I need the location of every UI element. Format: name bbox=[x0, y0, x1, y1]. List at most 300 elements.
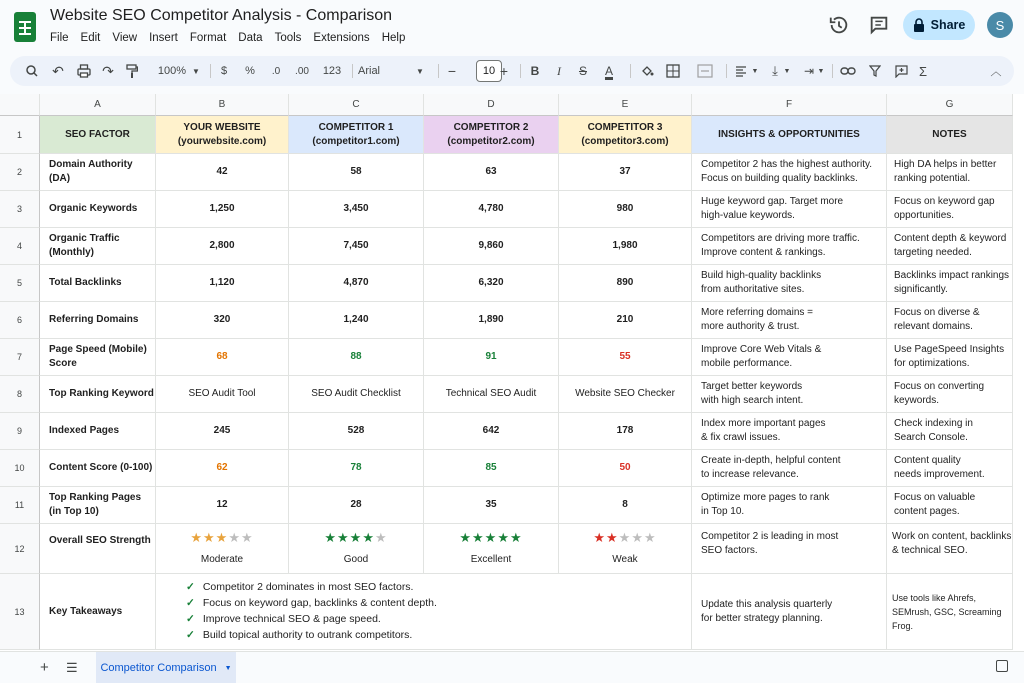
value-text: 9,860 bbox=[478, 240, 504, 251]
value-cell[interactable] bbox=[156, 339, 289, 376]
column-header-g[interactable]: G bbox=[887, 94, 1013, 116]
insight-line: more authority & trust. bbox=[701, 321, 800, 332]
menu-help[interactable]: Help bbox=[381, 32, 406, 44]
insight-line: with high search intent. bbox=[701, 395, 804, 406]
value-text: 4,870 bbox=[343, 277, 369, 288]
insight-cell[interactable] bbox=[692, 228, 887, 265]
star-rating bbox=[459, 531, 522, 545]
notes-cell[interactable] bbox=[887, 376, 1013, 413]
value-text: 50 bbox=[619, 462, 631, 473]
value-text: 642 bbox=[482, 425, 500, 436]
check-icon: ✓ bbox=[186, 581, 195, 593]
value-cell[interactable] bbox=[289, 487, 424, 524]
value-text: 37 bbox=[619, 166, 631, 177]
chevron-up-icon[interactable]: ︿ bbox=[990, 66, 1002, 78]
insight-line: Improve Core Web Vitals & bbox=[701, 344, 822, 355]
row-header-4[interactable]: 4 bbox=[0, 228, 40, 265]
notes-line: Use tools like Ahrefs, bbox=[892, 592, 977, 603]
value-cell[interactable] bbox=[289, 191, 424, 228]
seo-factor-label: Indexed Pages bbox=[49, 425, 120, 436]
row-header-1[interactable]: 1 bbox=[0, 116, 40, 154]
seo-factor-cell[interactable] bbox=[40, 339, 156, 376]
header-line: (competitor2.com) bbox=[447, 135, 535, 147]
star-rating bbox=[324, 531, 387, 545]
notes-cell[interactable] bbox=[887, 487, 1013, 524]
value-cell[interactable] bbox=[289, 413, 424, 450]
insight-line: Huge keyword gap. Target more bbox=[701, 196, 844, 207]
value-cell[interactable] bbox=[156, 228, 289, 265]
seo-factor-cell[interactable] bbox=[40, 265, 156, 302]
strength-rating-cell[interactable] bbox=[156, 524, 289, 574]
increase-decimal-button[interactable]: .00 bbox=[295, 65, 309, 77]
row-header-12[interactable]: 12 bbox=[0, 524, 40, 574]
text-wrapping-icon[interactable]: ⇥ bbox=[803, 64, 815, 78]
value-text: 55 bbox=[619, 351, 631, 362]
value-text: 28 bbox=[350, 499, 362, 510]
menu-edit[interactable]: Edit bbox=[80, 32, 101, 44]
header-label: NOTES bbox=[932, 128, 967, 140]
star-icon: ★ bbox=[497, 529, 510, 545]
insight-line: Optimize more pages to rank bbox=[701, 492, 830, 503]
seo-factor-label: Organic Keywords bbox=[49, 203, 138, 214]
column-header-e[interactable]: E bbox=[559, 94, 692, 116]
notes-cell[interactable] bbox=[887, 154, 1013, 191]
strength-label: Weak bbox=[612, 553, 638, 565]
header-cell-b[interactable] bbox=[156, 116, 289, 154]
notes-line: Backlinks impact rankings bbox=[894, 270, 1010, 281]
value-cell[interactable] bbox=[289, 376, 424, 413]
sheets-logo-icon[interactable] bbox=[14, 12, 36, 42]
notes-line: Focus on valuable bbox=[894, 492, 976, 503]
notes-cell[interactable] bbox=[887, 302, 1013, 339]
value-text: 1,980 bbox=[612, 240, 638, 251]
header-line: COMPETITOR 3 bbox=[587, 121, 663, 133]
value-cell[interactable] bbox=[424, 265, 559, 302]
insight-line: Update this analysis quarterly bbox=[701, 598, 833, 610]
paint-format-icon[interactable] bbox=[124, 56, 140, 86]
takeaway-item bbox=[186, 581, 413, 594]
insight-line: Competitor 2 is leading in most bbox=[701, 531, 839, 542]
column-header-a[interactable]: A bbox=[40, 94, 156, 116]
value-cell[interactable] bbox=[559, 339, 692, 376]
value-text: 85 bbox=[485, 462, 497, 473]
insight-cell[interactable] bbox=[692, 339, 887, 376]
value-cell[interactable] bbox=[424, 376, 559, 413]
sheet-tab-competitor-comparison[interactable] bbox=[96, 652, 236, 683]
insight-cell[interactable] bbox=[692, 574, 887, 650]
value-cell[interactable] bbox=[559, 376, 692, 413]
value-text: 2,800 bbox=[209, 240, 235, 251]
insight-line: Competitor 2 has the highest authority. bbox=[701, 159, 873, 170]
notes-line: Work on content, backlinks bbox=[892, 531, 1012, 542]
title-bar bbox=[0, 0, 1024, 52]
insight-line: in Top 10. bbox=[701, 506, 745, 517]
star-icon: ★ bbox=[593, 529, 607, 545]
decrease-decimal-button[interactable]: .0 bbox=[271, 65, 281, 77]
horizontal-align-icon[interactable] bbox=[732, 56, 750, 86]
star-rating bbox=[593, 531, 656, 545]
strength-label: Excellent bbox=[470, 553, 512, 565]
star-icon: ★ bbox=[472, 529, 485, 545]
value-cell[interactable] bbox=[424, 191, 559, 228]
font-size-increase-button[interactable]: + bbox=[499, 63, 509, 79]
merge-cells-icon[interactable] bbox=[690, 56, 720, 86]
notes-cell[interactable] bbox=[887, 524, 1013, 574]
column-header-b[interactable]: B bbox=[156, 94, 289, 116]
strength-label: Good bbox=[343, 553, 369, 565]
insight-cell[interactable] bbox=[692, 265, 887, 302]
takeaway-text: Improve technical SEO & page speed. bbox=[202, 613, 381, 625]
value-text: 178 bbox=[616, 425, 634, 436]
chevron-down-icon[interactable]: ▼ bbox=[224, 664, 232, 672]
row-header-8[interactable]: 8 bbox=[0, 376, 40, 413]
seo-factor-cell[interactable] bbox=[40, 524, 156, 574]
header-line: (competitor1.com) bbox=[312, 135, 400, 147]
insert-comment-icon[interactable] bbox=[892, 56, 910, 86]
star-icon: ★ bbox=[190, 529, 204, 545]
header-cell-d[interactable] bbox=[424, 116, 559, 154]
seo-factor-cell[interactable] bbox=[40, 376, 156, 413]
value-text: 3,450 bbox=[343, 203, 369, 214]
value-text: 1,240 bbox=[343, 314, 369, 325]
value-text: 890 bbox=[616, 277, 634, 288]
value-text: 91 bbox=[485, 351, 497, 362]
star-icon: ★ bbox=[509, 529, 523, 545]
chevron-down-icon[interactable]: ▼ bbox=[783, 67, 791, 75]
takeaway-text: Competitor 2 dominates in most SEO factors. bbox=[202, 581, 414, 593]
insight-line: to increase relevance. bbox=[701, 469, 799, 480]
value-text: SEO Audit Tool bbox=[188, 388, 256, 399]
value-text: Website SEO Checker bbox=[575, 388, 675, 399]
value-text: 4,780 bbox=[478, 203, 504, 214]
star-icon: ★ bbox=[362, 529, 375, 545]
row-header-2[interactable]: 2 bbox=[0, 154, 40, 191]
fill-color-icon[interactable] bbox=[638, 56, 656, 86]
value-text: 528 bbox=[347, 425, 365, 436]
italic-button[interactable]: I bbox=[557, 63, 561, 78]
star-icon: ★ bbox=[459, 529, 473, 545]
notes-line: Focus on keyword gap bbox=[894, 196, 995, 207]
chevron-down-icon[interactable]: ▼ bbox=[416, 66, 424, 76]
check-icon: ✓ bbox=[186, 629, 195, 641]
seo-factor-label: Referring Domains bbox=[49, 314, 139, 325]
star-icon: ★ bbox=[606, 529, 619, 545]
row-header-13[interactable]: 13 bbox=[0, 574, 40, 650]
column-header-d[interactable]: D bbox=[424, 94, 559, 116]
seo-factor-label: Domain Authority (DA) bbox=[49, 159, 133, 184]
row-header-7[interactable]: 7 bbox=[0, 339, 40, 376]
undo-icon[interactable]: ↶ bbox=[52, 62, 64, 79]
insight-cell[interactable] bbox=[692, 524, 887, 574]
toolbar bbox=[10, 56, 1014, 86]
strikethrough-button[interactable]: S bbox=[578, 64, 587, 78]
takeaway-item bbox=[186, 629, 412, 642]
takeaway-text: Focus on keyword gap, backlinks & content depth. bbox=[202, 597, 437, 609]
value-text: 42 bbox=[216, 166, 228, 177]
header-cell-f[interactable] bbox=[692, 116, 887, 154]
currency-format-button[interactable]: $ bbox=[220, 65, 228, 77]
notes-line: Content depth & keyword bbox=[894, 233, 1007, 244]
value-cell[interactable] bbox=[424, 487, 559, 524]
value-cell[interactable] bbox=[424, 228, 559, 265]
value-cell[interactable] bbox=[156, 265, 289, 302]
notes-line: SEMrush, GSC, Screaming Frog. bbox=[892, 606, 1002, 631]
header-cell-g[interactable] bbox=[887, 116, 1013, 154]
notes-cell[interactable] bbox=[887, 265, 1013, 302]
explore-icon[interactable] bbox=[996, 660, 1008, 672]
notes-line: Use PageSpeed Insights bbox=[894, 344, 1005, 355]
font-size-decrease-button[interactable]: − bbox=[447, 63, 457, 79]
star-rating bbox=[190, 531, 253, 545]
seo-factor-label: Key Takeaways bbox=[49, 605, 123, 617]
star-icon: ★ bbox=[228, 529, 241, 545]
spreadsheet-grid[interactable] bbox=[0, 94, 1024, 651]
value-cell[interactable] bbox=[289, 339, 424, 376]
value-cell[interactable] bbox=[289, 450, 424, 487]
insight-cell[interactable] bbox=[692, 450, 887, 487]
value-text: 1,250 bbox=[209, 203, 235, 214]
seo-factor-label: Overall SEO Strength bbox=[49, 535, 151, 546]
menu-bar bbox=[44, 30, 411, 46]
menu-view[interactable]: View bbox=[112, 32, 138, 44]
takeaway-item bbox=[186, 613, 381, 626]
notes-line: Focus on diverse & bbox=[894, 307, 980, 318]
insight-line: Index more important pages bbox=[701, 418, 826, 429]
seo-factor-label: Top Ranking Keyword bbox=[49, 388, 154, 399]
notes-cell[interactable] bbox=[887, 191, 1013, 228]
value-cell[interactable] bbox=[424, 413, 559, 450]
avatar[interactable]: S bbox=[987, 12, 1013, 38]
notes-line: Content quality bbox=[894, 455, 961, 466]
value-cell[interactable] bbox=[289, 154, 424, 191]
takeaway-text: Build topical authority to outrank competitors. bbox=[202, 629, 413, 641]
notes-line: significantly. bbox=[894, 284, 948, 295]
insert-link-icon[interactable] bbox=[838, 56, 858, 86]
insight-cell[interactable] bbox=[692, 302, 887, 339]
notes-line: High DA helps in better bbox=[894, 159, 997, 170]
value-text: 320 bbox=[213, 314, 231, 325]
row-header-11[interactable]: 11 bbox=[0, 487, 40, 524]
value-text: 58 bbox=[350, 166, 362, 177]
column-header-f[interactable]: F bbox=[692, 94, 887, 116]
value-text: 8 bbox=[622, 499, 628, 510]
value-cell[interactable] bbox=[156, 302, 289, 339]
key-takeaways-cell[interactable] bbox=[156, 574, 692, 650]
header-line: COMPETITOR 2 bbox=[453, 121, 529, 133]
menu-tools[interactable]: Tools bbox=[274, 32, 302, 44]
notes-line: Search Console. bbox=[894, 432, 968, 443]
value-cell[interactable] bbox=[156, 376, 289, 413]
value-text: Technical SEO Audit bbox=[445, 388, 537, 399]
value-cell[interactable] bbox=[156, 413, 289, 450]
star-icon: ★ bbox=[618, 529, 632, 545]
notes-line: needs improvement. bbox=[894, 469, 985, 480]
value-text: 1,120 bbox=[209, 277, 235, 288]
insight-cell[interactable] bbox=[692, 154, 887, 191]
value-text: 210 bbox=[616, 314, 634, 325]
insight-cell[interactable] bbox=[692, 487, 887, 524]
seo-factor-label: Page Speed (Mobile) bbox=[49, 344, 147, 355]
insight-line: Competitors are driving more traffic. bbox=[701, 233, 860, 244]
notes-line: for optimizations. bbox=[894, 358, 970, 369]
seo-factor-cell[interactable] bbox=[40, 450, 156, 487]
share-label: Share bbox=[930, 18, 966, 32]
star-icon: ★ bbox=[324, 529, 338, 545]
seo-factor-label: Total Backlinks bbox=[49, 277, 122, 288]
notes-line: Focus on converting bbox=[894, 381, 985, 392]
value-cell[interactable] bbox=[289, 302, 424, 339]
value-text: 12 bbox=[216, 499, 228, 510]
document-title[interactable]: Website SEO Competitor Analysis - Comparison bbox=[50, 7, 393, 24]
notes-cell[interactable] bbox=[887, 450, 1013, 487]
all-sheets-icon[interactable]: ☰ bbox=[66, 660, 78, 675]
row-header-10[interactable]: 10 bbox=[0, 450, 40, 487]
add-sheet-icon[interactable]: + bbox=[40, 659, 49, 676]
menu-insert[interactable]: Insert bbox=[149, 32, 178, 44]
value-text: 7,450 bbox=[343, 240, 369, 251]
version-history-icon[interactable] bbox=[828, 14, 850, 36]
value-text: 88 bbox=[350, 351, 362, 362]
value-cell[interactable] bbox=[156, 487, 289, 524]
notes-line: content pages. bbox=[894, 506, 960, 517]
insight-line: for better strategy planning. bbox=[701, 612, 823, 624]
value-cell[interactable] bbox=[559, 228, 692, 265]
value-cell[interactable] bbox=[289, 228, 424, 265]
sheet-tab-label: Competitor Comparison bbox=[100, 662, 217, 674]
value-text: 68 bbox=[216, 351, 228, 362]
row-header-5[interactable]: 5 bbox=[0, 265, 40, 302]
borders-icon[interactable] bbox=[664, 56, 682, 86]
share-button[interactable] bbox=[903, 10, 975, 40]
header-cell-a[interactable] bbox=[40, 116, 156, 154]
row-header-9[interactable]: 9 bbox=[0, 413, 40, 450]
strength-rating-cell[interactable] bbox=[289, 524, 424, 574]
strength-rating-cell[interactable] bbox=[559, 524, 692, 574]
insight-cell[interactable] bbox=[692, 191, 887, 228]
seo-factor-cell[interactable] bbox=[40, 302, 156, 339]
seo-factor-cell[interactable] bbox=[40, 413, 156, 450]
value-text: 980 bbox=[616, 203, 634, 214]
insight-cell[interactable] bbox=[692, 413, 887, 450]
star-icon: ★ bbox=[374, 529, 388, 545]
filter-icon[interactable] bbox=[866, 56, 884, 86]
strength-label: Moderate bbox=[200, 553, 244, 565]
value-cell[interactable] bbox=[424, 339, 559, 376]
row-header-6[interactable]: 6 bbox=[0, 302, 40, 339]
search-menus-icon[interactable] bbox=[24, 56, 40, 86]
more-formats-button[interactable]: 123 bbox=[322, 65, 342, 77]
redo-icon[interactable]: ↷ bbox=[102, 62, 114, 79]
value-cell[interactable] bbox=[156, 154, 289, 191]
vertical-align-icon[interactable]: ⤓ bbox=[772, 63, 778, 78]
percent-format-button[interactable]: % bbox=[245, 65, 255, 77]
insight-line: Target better keywords bbox=[701, 381, 803, 392]
value-cell[interactable] bbox=[559, 154, 692, 191]
notes-cell[interactable] bbox=[887, 574, 1013, 650]
star-icon: ★ bbox=[203, 529, 216, 545]
insight-line: & fix crawl issues. bbox=[701, 432, 781, 443]
takeaway-item bbox=[186, 597, 437, 610]
chevron-down-icon[interactable]: ▼ bbox=[192, 66, 200, 76]
value-cell[interactable] bbox=[289, 265, 424, 302]
header-line: (competitor3.com) bbox=[581, 135, 669, 147]
header-cell-c[interactable] bbox=[289, 116, 424, 154]
zoom-select[interactable] bbox=[152, 56, 192, 86]
value-cell[interactable] bbox=[156, 450, 289, 487]
header-label: INSIGHTS & OPPORTUNITIES bbox=[718, 128, 860, 140]
seo-factor-cell[interactable] bbox=[40, 154, 156, 191]
row-header-3[interactable]: 3 bbox=[0, 191, 40, 228]
value-cell[interactable] bbox=[559, 487, 692, 524]
seo-factor-cell[interactable] bbox=[40, 191, 156, 228]
bold-button[interactable]: B bbox=[530, 64, 540, 78]
value-cell[interactable] bbox=[424, 450, 559, 487]
value-cell[interactable] bbox=[559, 191, 692, 228]
notes-line: ranking potential. bbox=[894, 173, 971, 184]
star-icon: ★ bbox=[240, 529, 254, 545]
star-icon: ★ bbox=[349, 529, 363, 545]
seo-factor-cell[interactable] bbox=[40, 574, 156, 650]
value-text: 62 bbox=[216, 462, 228, 473]
insight-cell[interactable] bbox=[692, 376, 887, 413]
text-color-button[interactable]: A bbox=[604, 64, 613, 78]
notes-line: opportunities. bbox=[894, 210, 955, 221]
value-cell[interactable] bbox=[559, 302, 692, 339]
select-all-corner[interactable] bbox=[0, 94, 40, 116]
menu-format[interactable]: Format bbox=[189, 32, 227, 44]
menu-extensions[interactable]: Extensions bbox=[313, 32, 370, 44]
comments-icon[interactable] bbox=[868, 14, 890, 36]
insight-line: Focus on building quality backlinks. bbox=[701, 173, 858, 184]
check-icon: ✓ bbox=[186, 597, 195, 609]
chevron-down-icon[interactable]: ▼ bbox=[751, 67, 759, 75]
value-cell[interactable] bbox=[424, 302, 559, 339]
insight-line: Build high-quality backlinks bbox=[701, 270, 822, 281]
value-cell[interactable] bbox=[156, 191, 289, 228]
print-icon[interactable] bbox=[74, 56, 94, 86]
menu-data[interactable]: Data bbox=[238, 32, 263, 44]
value-cell[interactable] bbox=[424, 154, 559, 191]
strength-rating-cell[interactable] bbox=[424, 524, 559, 574]
value-cell[interactable] bbox=[559, 413, 692, 450]
seo-factor-cell[interactable] bbox=[40, 487, 156, 524]
insight-line: SEO factors. bbox=[701, 545, 758, 556]
insight-line: Create in-depth, helpful content bbox=[701, 455, 841, 466]
sheet-tabs-bar bbox=[0, 651, 1024, 683]
value-cell[interactable] bbox=[559, 450, 692, 487]
star-icon: ★ bbox=[215, 529, 229, 545]
menu-file[interactable]: File bbox=[50, 32, 69, 44]
chevron-down-icon[interactable]: ▼ bbox=[817, 67, 825, 75]
seo-factor-label: Score bbox=[49, 358, 77, 369]
header-cell-e[interactable] bbox=[559, 116, 692, 154]
notes-cell[interactable] bbox=[887, 228, 1013, 265]
column-header-c[interactable]: C bbox=[289, 94, 424, 116]
value-text: SEO Audit Checklist bbox=[311, 388, 401, 399]
notes-cell[interactable] bbox=[887, 339, 1013, 376]
seo-factor-cell[interactable] bbox=[40, 228, 156, 265]
notes-cell[interactable] bbox=[887, 413, 1013, 450]
notes-line: targeting needed. bbox=[894, 247, 972, 258]
value-cell[interactable] bbox=[559, 265, 692, 302]
functions-button[interactable]: Σ bbox=[918, 63, 928, 79]
star-icon: ★ bbox=[631, 529, 644, 545]
value-text: 245 bbox=[213, 425, 231, 436]
notes-line: Check indexing in bbox=[894, 418, 973, 429]
header-label: SEO FACTOR bbox=[65, 128, 130, 140]
insight-line: from authoritative sites. bbox=[701, 284, 805, 295]
header-line: YOUR WEBSITE bbox=[183, 121, 261, 133]
